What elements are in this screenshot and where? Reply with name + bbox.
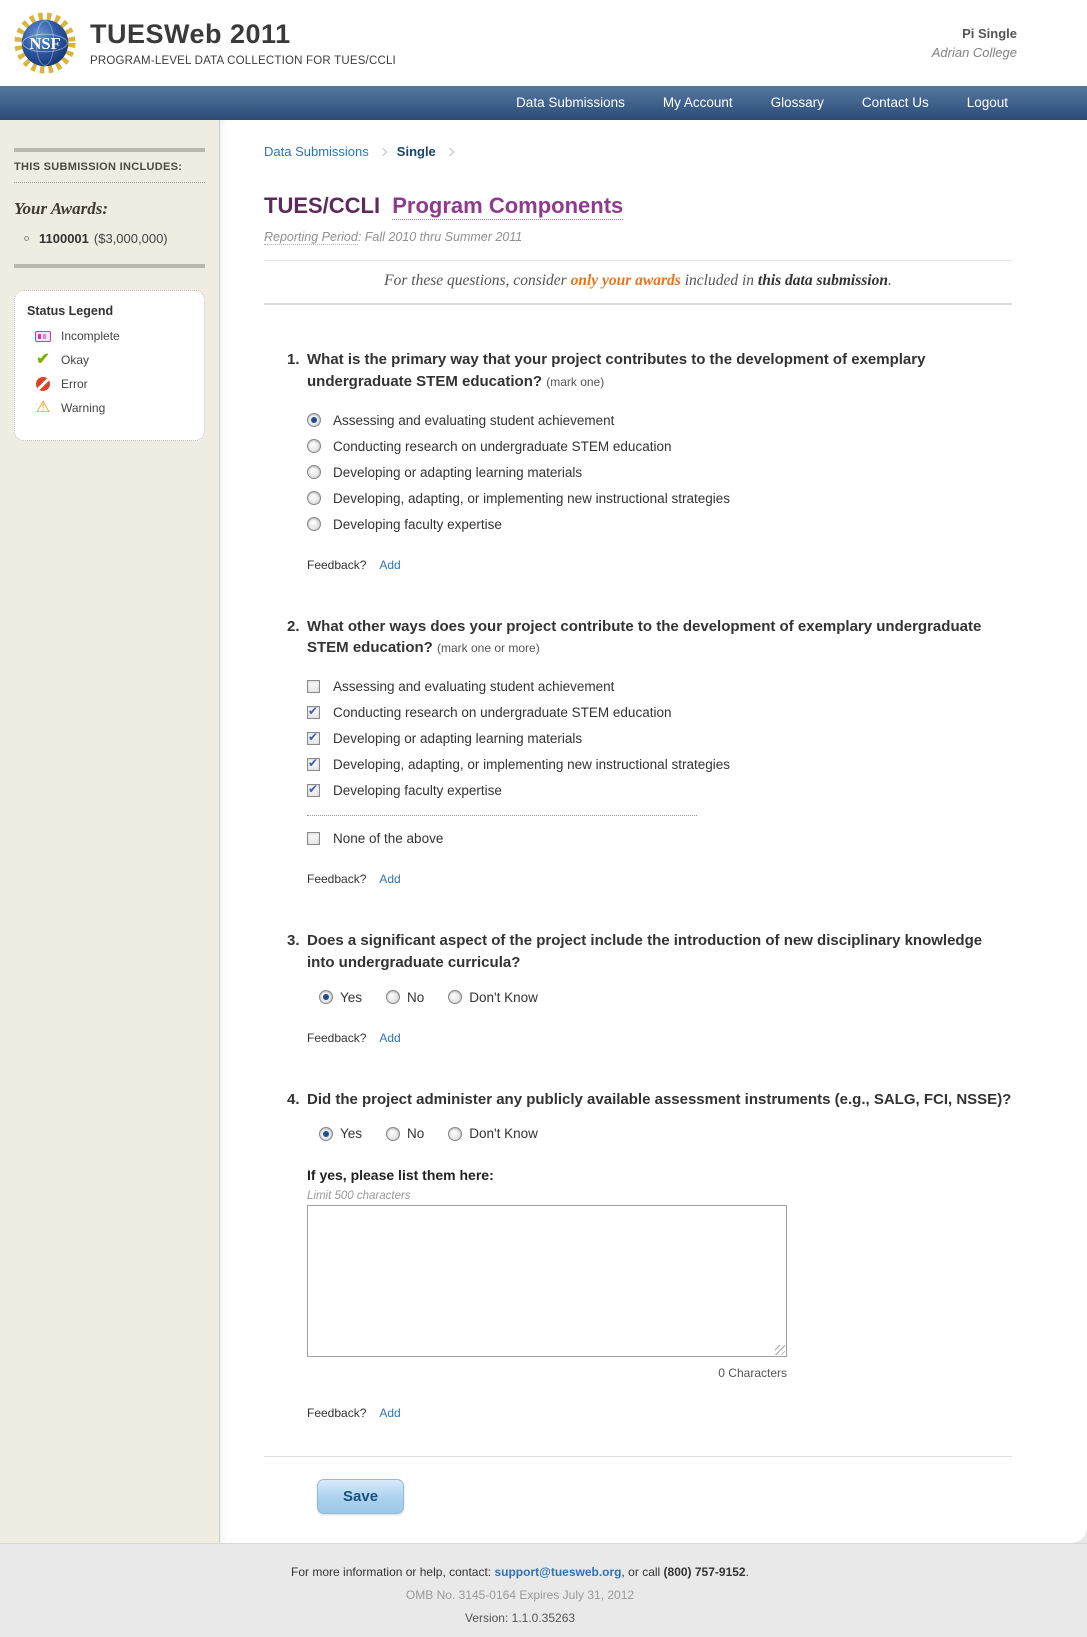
reporting-period-label: Reporting Period xyxy=(264,230,358,244)
radio-button[interactable] xyxy=(319,1127,333,1141)
footer-contact-line xyxy=(0,1565,1040,1579)
question-text-main: What other ways does your project contribute to the development of exemplary undergraduate STEM education? xyxy=(307,617,982,657)
radio-button[interactable] xyxy=(307,491,321,505)
q2-option-row[interactable] xyxy=(307,679,1012,694)
q1-option-row[interactable] xyxy=(307,413,1012,428)
question-text-main: Does a significant aspect of the project include the introduction of new disciplinary knowledge into undergraduate curricula? xyxy=(307,932,983,971)
radio-button[interactable] xyxy=(448,990,462,1004)
option-label: Assessing and evaluating student achievement xyxy=(333,412,615,428)
nav-glossary[interactable]: Glossary xyxy=(770,95,824,110)
feedback-add-link[interactable]: Add xyxy=(379,872,401,886)
support-email-link[interactable]: support@tuesweb.org xyxy=(494,1565,622,1579)
q1-option-row[interactable] xyxy=(307,491,1012,506)
footer-text: , or call xyxy=(621,1565,664,1579)
breadcrumb-data-submissions[interactable]: Data Submissions xyxy=(264,144,369,159)
legend-item-incomplete xyxy=(33,329,192,343)
q3-radio-group xyxy=(319,990,1012,1005)
main-content xyxy=(220,120,1087,1543)
question-text xyxy=(307,349,1012,393)
chevron-right-icon xyxy=(446,147,454,155)
q4-option-yes[interactable] xyxy=(319,1126,362,1141)
user-organization: Adrian College xyxy=(931,45,1017,60)
q1-option-row[interactable] xyxy=(307,517,1012,532)
char-limit-note: Limit 500 characters xyxy=(307,1190,411,1203)
award-list-item xyxy=(24,231,205,246)
question-4 xyxy=(287,1089,1012,1421)
support-phone: (800) 757-9152 xyxy=(663,1565,746,1579)
user-name: Pi Single xyxy=(962,26,1017,41)
checkbox[interactable] xyxy=(307,680,320,693)
radio-button[interactable] xyxy=(307,413,321,427)
option-label: Developing, adapting, or implementing new instructional strategies xyxy=(333,757,730,772)
radio-button[interactable] xyxy=(307,517,321,531)
option-label: No xyxy=(407,1126,425,1142)
character-counter: 0 Characters xyxy=(718,1366,787,1381)
option-label: No xyxy=(407,989,425,1005)
option-label: Developing faculty expertise xyxy=(333,516,502,532)
followup-label: If yes, please list them here: xyxy=(307,1167,494,1184)
status-legend xyxy=(14,290,205,441)
q4-radio-group xyxy=(319,1126,1012,1141)
feedback-row xyxy=(307,558,1012,572)
svg-text:NSF: NSF xyxy=(29,33,61,53)
error-icon xyxy=(36,377,50,391)
checkbox[interactable] xyxy=(307,784,320,797)
question-hint: (mark one) xyxy=(546,374,605,389)
legend-item-warning xyxy=(33,400,192,416)
question-number: 1. xyxy=(287,351,300,368)
page-title-prefix: TUES/CCLI xyxy=(264,193,381,218)
question-3 xyxy=(287,930,1012,1045)
option-label: Conducting research on undergraduate STEM education xyxy=(333,438,672,454)
radio-button[interactable] xyxy=(386,990,400,1004)
q2-option-row[interactable] xyxy=(307,783,1012,798)
site-header xyxy=(0,0,1087,86)
option-label: Yes xyxy=(340,989,363,1005)
legend-label: Okay xyxy=(61,353,90,367)
q4-option-no[interactable] xyxy=(386,1126,424,1141)
save-button[interactable]: Save xyxy=(317,1479,404,1514)
option-label: Developing or adapting learning materials xyxy=(333,731,583,746)
legend-label: Error xyxy=(61,377,88,391)
q3-option-no[interactable] xyxy=(386,990,424,1005)
q2-option-row[interactable] xyxy=(307,705,1012,720)
notice-text: For these questions, consider xyxy=(384,272,571,289)
award-number: 1100001 xyxy=(39,231,89,246)
page-title-link[interactable]: Program Components xyxy=(392,193,624,218)
assessment-instruments-textarea[interactable] xyxy=(307,1205,787,1357)
main-navbar xyxy=(0,86,1087,120)
nav-contact-us[interactable]: Contact Us xyxy=(861,95,929,110)
radio-button[interactable] xyxy=(448,1127,462,1141)
submission-includes-heading: THIS SUBMISSION INCLUDES: xyxy=(14,152,205,183)
options-divider xyxy=(307,815,697,816)
warning-triangle-icon: ⚠ xyxy=(35,399,51,416)
instructions-notice xyxy=(264,260,1012,305)
question-number: 2. xyxy=(287,617,300,635)
app-title: TUESWeb 2011 xyxy=(90,19,291,49)
question-text xyxy=(307,616,1012,660)
feedback-label: Feedback? xyxy=(307,1030,367,1045)
nav-my-account[interactable]: My Account xyxy=(662,95,733,110)
question-text xyxy=(307,930,1012,974)
resize-handle-icon[interactable] xyxy=(775,1345,785,1355)
q4-option-dont-know[interactable] xyxy=(448,1126,538,1141)
body-row xyxy=(0,120,1087,1543)
brand-block xyxy=(90,19,396,67)
legend-label: Incomplete xyxy=(61,329,120,343)
option-label: Don't Know xyxy=(469,989,538,1005)
radio-button[interactable] xyxy=(386,1127,400,1141)
version-line: Version: 1.1.0.35263 xyxy=(464,1611,576,1625)
question-text-main: Did the project administer any publicly available assessment instruments (e.g., SALG, FCI, NSSE)? xyxy=(307,1090,1012,1108)
option-label: Developing, adapting, or implementing new instructional strategies xyxy=(333,490,730,506)
your-awards-heading: Your Awards: xyxy=(14,199,108,218)
q2-none-option-row[interactable] xyxy=(307,831,1012,846)
feedback-add-link[interactable]: Add xyxy=(379,1406,401,1421)
breadcrumb-current: Single xyxy=(396,144,436,159)
q4-followup xyxy=(307,1167,1012,1380)
question-2 xyxy=(287,616,1012,887)
radio-button[interactable] xyxy=(319,990,333,1004)
option-label: Conducting research on undergraduate STEM education xyxy=(333,705,672,720)
q3-option-dont-know[interactable] xyxy=(448,990,538,1005)
question-text xyxy=(307,1089,1012,1111)
notice-emphasis: only your awards xyxy=(570,272,681,289)
nsf-logo-icon xyxy=(14,12,76,74)
incomplete-icon xyxy=(35,331,51,342)
feedback-row xyxy=(307,1031,1012,1045)
question-text-main: What is the primary way that your project contributes to the development of exemplary undergraduate STEM education? xyxy=(307,351,926,390)
question-number: 3. xyxy=(287,932,300,949)
footer-text: For more information or help, contact: xyxy=(291,1565,495,1579)
nav-logout[interactable]: Logout xyxy=(966,95,1008,110)
sidebar-divider xyxy=(14,264,205,268)
q1-radio-group xyxy=(307,413,1012,532)
notice-strong: this data submission xyxy=(757,272,888,289)
feedback-label: Feedback? xyxy=(307,1406,367,1421)
sidebar xyxy=(0,120,220,1543)
q2-option-row[interactable] xyxy=(307,731,1012,746)
feedback-row xyxy=(307,872,1012,886)
feedback-add-link[interactable]: Add xyxy=(379,557,401,572)
reporting-period xyxy=(264,230,1012,244)
option-label: None of the above xyxy=(333,831,444,846)
breadcrumb xyxy=(264,144,1012,159)
feedback-label: Feedback? xyxy=(307,872,367,886)
option-label: Developing faculty expertise xyxy=(333,783,502,798)
option-label: Developing or adapting learning materials xyxy=(333,464,583,480)
question-hint: (mark one or more) xyxy=(437,641,540,656)
feedback-row xyxy=(307,1406,1012,1420)
footer-text: . xyxy=(745,1565,749,1579)
legend-label: Warning xyxy=(61,401,106,415)
page-footer xyxy=(0,1543,1087,1637)
page-title xyxy=(264,193,1012,219)
app-subtitle: PROGRAM-LEVEL DATA COLLECTION FOR TUES/CCLI xyxy=(90,55,396,67)
okay-check-icon: ✔ xyxy=(36,351,50,368)
option-label: Yes xyxy=(340,1126,363,1142)
checkbox[interactable] xyxy=(307,732,320,745)
option-label: Don't Know xyxy=(469,1126,538,1142)
q1-option-row[interactable] xyxy=(307,465,1012,480)
radio-button[interactable] xyxy=(307,465,321,479)
chevron-right-icon xyxy=(379,147,387,155)
radio-button[interactable] xyxy=(307,439,321,453)
omb-line: OMB No. 3145-0164 Expires July 31, 2012 xyxy=(405,1588,635,1602)
legend-item-error xyxy=(33,377,192,391)
question-1 xyxy=(287,349,1012,572)
feedback-label: Feedback? xyxy=(307,557,367,572)
feedback-add-link[interactable]: Add xyxy=(379,1030,401,1045)
nav-data-submissions[interactable]: Data Submissions xyxy=(516,95,625,110)
legend-item-okay xyxy=(33,352,192,368)
checkbox[interactable] xyxy=(307,832,320,845)
bullet-icon xyxy=(24,236,29,241)
option-label: Assessing and evaluating student achievement xyxy=(333,679,615,694)
q2-checkbox-group xyxy=(307,679,1012,846)
q2-option-row[interactable] xyxy=(307,757,1012,772)
user-info xyxy=(932,26,1017,60)
question-number: 4. xyxy=(287,1090,300,1108)
checkbox[interactable] xyxy=(307,758,320,771)
status-legend-title: Status Legend xyxy=(27,304,114,318)
save-divider xyxy=(264,1456,1012,1457)
notice-text: . xyxy=(887,272,892,289)
q1-option-row[interactable] xyxy=(307,439,1012,454)
checkbox[interactable] xyxy=(307,706,320,719)
q3-option-yes[interactable] xyxy=(319,990,362,1005)
notice-text: included in xyxy=(680,272,758,289)
reporting-period-value: : Fall 2010 thru Summer 2011 xyxy=(357,230,523,244)
award-amount: ($3,000,000) xyxy=(93,231,168,246)
